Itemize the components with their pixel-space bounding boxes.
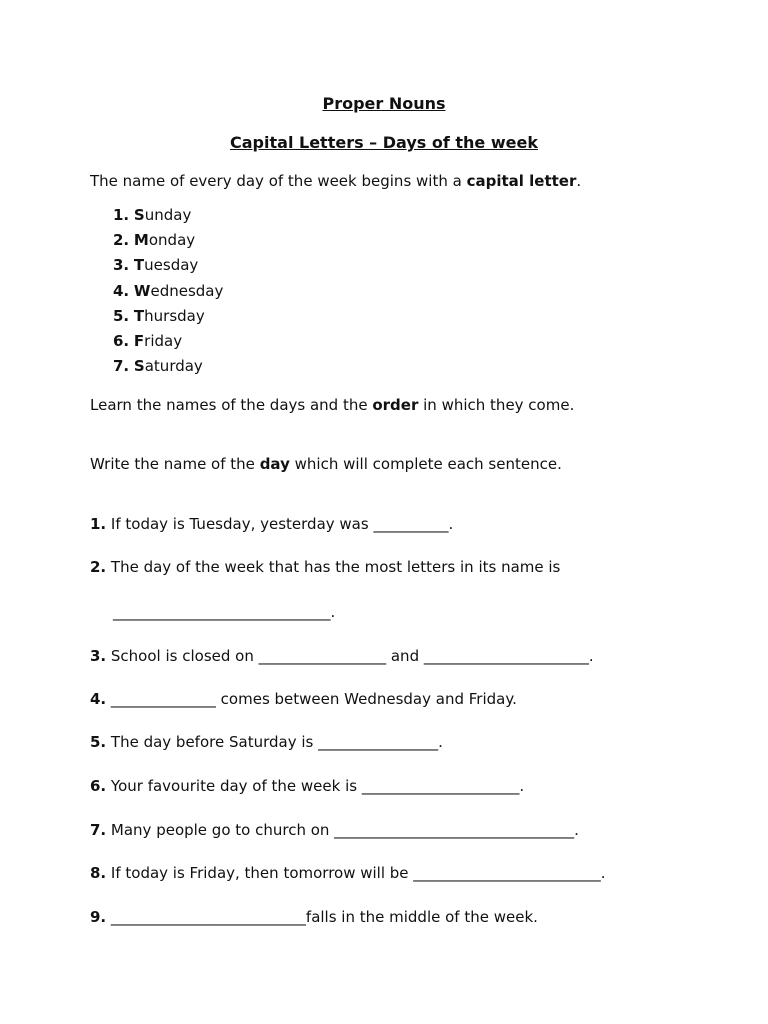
instruction-text: Write the name of the <box>90 455 260 473</box>
question-number: 4. <box>90 690 107 708</box>
day-rest: aturday <box>144 357 203 376</box>
list-item <box>113 255 223 280</box>
question-2 <box>90 558 560 576</box>
question-number: 8. <box>90 864 107 882</box>
question-number: 1. <box>90 515 107 533</box>
question-4 <box>90 690 517 708</box>
list-item <box>113 306 223 331</box>
capital-letter: F <box>133 331 145 350</box>
question-text: The day of the week that has the most letters in its name is <box>106 558 561 576</box>
question-6 <box>90 777 524 795</box>
intro-sentence <box>90 172 581 190</box>
instruction-end: which will complete each sentence. <box>289 455 562 473</box>
question-number: 7. <box>90 821 107 839</box>
days-list <box>113 205 223 381</box>
question-text: School is closed on _________________ and ______________________. <box>106 647 594 665</box>
learn-text: Learn the names of the days and the <box>90 396 373 414</box>
intro-end: . <box>576 172 582 190</box>
capital-letter: W <box>133 281 151 300</box>
question-5 <box>90 733 443 751</box>
instruction-sentence <box>90 455 562 473</box>
item-number: 4. <box>113 281 130 300</box>
capital-letter: T <box>133 306 145 325</box>
list-item <box>113 205 223 230</box>
question-3 <box>90 647 594 665</box>
day-rest: hursday <box>144 306 205 325</box>
question-text: The day before Saturday is ________________. <box>106 733 443 751</box>
day-rest: unday <box>144 206 192 224</box>
question-number: 9. <box>90 908 107 926</box>
question-number: 6. <box>90 777 107 795</box>
question-9 <box>90 908 538 926</box>
question-number: 5. <box>90 733 107 751</box>
question-1 <box>90 515 453 533</box>
list-item <box>113 281 223 306</box>
question-7 <box>90 821 579 839</box>
item-number: 1. <box>113 206 130 224</box>
intro-text: The name of every day of the week begins with a <box>90 172 467 190</box>
instruction-bold: day <box>259 455 290 473</box>
question-text: If today is Tuesday, yesterday was __________. <box>106 515 454 533</box>
learn-end: in which they come. <box>418 396 575 414</box>
question-text: Your favourite day of the week is _____________________. <box>106 777 525 795</box>
question-number: 3. <box>90 647 107 665</box>
item-number: 5. <box>113 306 130 325</box>
question-text: ______________ comes between Wednesday and Friday. <box>106 690 517 708</box>
learn-bold: order <box>372 396 419 414</box>
day-rest: uesday <box>144 256 199 275</box>
item-number: 7. <box>113 357 130 376</box>
list-item <box>113 230 223 255</box>
capital-letter: T <box>133 256 145 275</box>
capital-letter: S <box>133 206 145 224</box>
capital-letter: S <box>133 357 145 376</box>
item-number: 2. <box>113 231 130 250</box>
day-rest: ednesday <box>150 281 224 300</box>
learn-sentence <box>90 396 574 414</box>
question-number: 2. <box>90 558 107 576</box>
item-number: 3. <box>113 256 130 275</box>
question-text: Many people go to church on ________________________________. <box>106 821 579 839</box>
intro-bold: capital letter <box>466 172 577 190</box>
question-2-continuation: _____________________________. <box>113 603 336 621</box>
question-text: If today is Friday, then tomorrow will be _________________________. <box>106 864 606 882</box>
question-text: __________________________falls in the middle of the week. <box>106 908 538 926</box>
item-number: 6. <box>113 331 130 350</box>
day-rest: onday <box>148 231 196 250</box>
list-item <box>113 356 223 381</box>
list-item <box>113 331 223 356</box>
day-rest: riday <box>144 331 183 350</box>
page-title: Proper Nouns <box>322 94 446 113</box>
page-subtitle: Capital Letters – Days of the week <box>230 133 538 152</box>
question-8 <box>90 864 606 882</box>
capital-letter: M <box>133 231 149 250</box>
